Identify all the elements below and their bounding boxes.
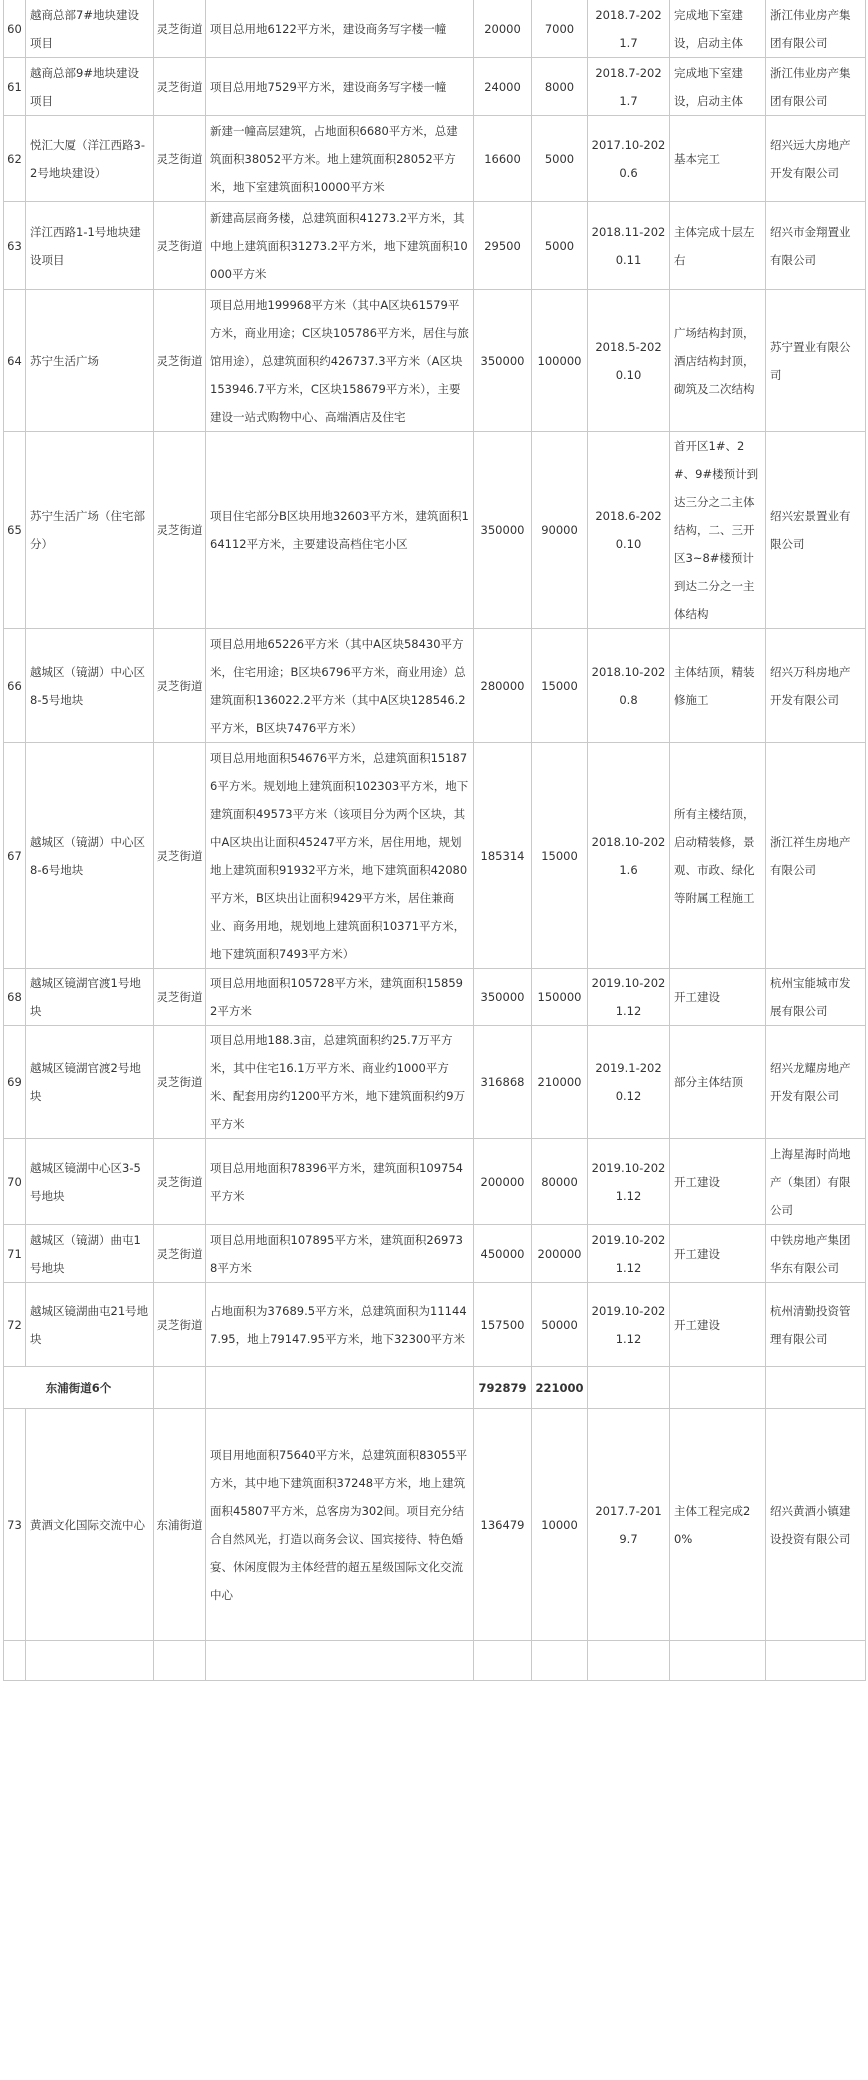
street-name: 灵芝街道 — [154, 969, 206, 1026]
construction-period: 2018.11-2020.11 — [588, 202, 670, 290]
progress-target: 主体完成十层左右 — [670, 202, 766, 290]
row-number: 70 — [4, 1139, 26, 1225]
table-row — [4, 0, 866, 58]
row-number: 64 — [4, 290, 26, 432]
row-number: 69 — [4, 1026, 26, 1139]
owner-company: 绍兴龙耀房地产开发有限公司 — [766, 1026, 866, 1139]
project-name: 越城区镜湖曲屯21号地块 — [26, 1283, 154, 1367]
project-content: 项目总用地7529平方米，建设商务写字楼一幢 — [206, 58, 474, 116]
table-row — [4, 1225, 866, 1283]
project-name: 越城区镜湖中心区3-5号地块 — [26, 1139, 154, 1225]
total-investment: 200000 — [474, 1139, 532, 1225]
row-number: 65 — [4, 432, 26, 629]
project-content — [206, 1367, 474, 1409]
project-content: 项目用地面积75640平方米，总建筑面积83055平方米，其中地下建筑面积37248平方米，地上建筑面积45807平方米，总客房为302间。项目充分结合自然风光，打造以商务会议、国宾接待、特色婚宴、休闲度假为主体经营的超五星级国际文化交流中心 — [206, 1409, 474, 1641]
construction-period: 2018.7-2021.7 — [588, 58, 670, 116]
construction-period: 2019.10-2021.12 — [588, 969, 670, 1026]
empty-cell — [26, 1641, 154, 1681]
annual-investment: 5000 — [532, 202, 588, 290]
progress-target: 开工建设 — [670, 1283, 766, 1367]
street-name: 灵芝街道 — [154, 58, 206, 116]
annual-investment: 221000 — [532, 1367, 588, 1409]
table-row — [4, 432, 866, 629]
subtotal-label: 东浦街道6个 — [4, 1367, 154, 1409]
construction-period: 2019.1-2020.12 — [588, 1026, 670, 1139]
annual-investment: 200000 — [532, 1225, 588, 1283]
table-row — [4, 202, 866, 290]
project-name: 越城区（镜湖）中心区8-6号地块 — [26, 743, 154, 969]
total-investment: 16600 — [474, 116, 532, 202]
project-content: 项目总用地6122平方米，建设商务写字楼一幢 — [206, 0, 474, 58]
construction-period: 2018.6-2020.10 — [588, 432, 670, 629]
street-name: 灵芝街道 — [154, 629, 206, 743]
owner-company: 绍兴宏景置业有限公司 — [766, 432, 866, 629]
table-row — [4, 629, 866, 743]
project-name: 越城区（镜湖）中心区8-5号地块 — [26, 629, 154, 743]
progress-target: 主体工程完成20% — [670, 1409, 766, 1641]
progress-target: 开工建设 — [670, 1139, 766, 1225]
annual-investment: 150000 — [532, 969, 588, 1026]
owner-company: 浙江伟业房产集团有限公司 — [766, 58, 866, 116]
table-row — [4, 1409, 866, 1641]
progress-target: 广场结构封顶，酒店结构封顶，砌筑及二次结构 — [670, 290, 766, 432]
project-name: 苏宁生活广场（住宅部分） — [26, 432, 154, 629]
table-row — [4, 1139, 866, 1225]
total-investment: 280000 — [474, 629, 532, 743]
row-number: 62 — [4, 116, 26, 202]
construction-period: 2019.10-2021.12 — [588, 1139, 670, 1225]
street-name: 灵芝街道 — [154, 1139, 206, 1225]
table-row — [4, 1641, 866, 1681]
owner-company: 浙江伟业房产集团有限公司 — [766, 0, 866, 58]
street-name: 灵芝街道 — [154, 1225, 206, 1283]
table-row — [4, 290, 866, 432]
row-number: 61 — [4, 58, 26, 116]
total-investment: 24000 — [474, 58, 532, 116]
owner-company: 浙江祥生房地产有限公司 — [766, 743, 866, 969]
row-number: 67 — [4, 743, 26, 969]
total-investment: 450000 — [474, 1225, 532, 1283]
total-investment: 350000 — [474, 969, 532, 1026]
construction-period: 2018.5-2020.10 — [588, 290, 670, 432]
table-row — [4, 1283, 866, 1367]
street-name: 灵芝街道 — [154, 743, 206, 969]
construction-period — [588, 1367, 670, 1409]
annual-investment: 15000 — [532, 743, 588, 969]
owner-company: 苏宁置业有限公司 — [766, 290, 866, 432]
total-investment: 350000 — [474, 290, 532, 432]
row-number: 68 — [4, 969, 26, 1026]
street-name: 东浦街道 — [154, 1409, 206, 1641]
project-content: 占地面积为37689.5平方米，总建筑面积为111447.95，地上79147.95平方米，地下32300平方米 — [206, 1283, 474, 1367]
street-name — [154, 1367, 206, 1409]
project-content: 新建一幢高层建筑，占地面积6680平方米，总建筑面积38052平方米。地上建筑面积28052平方米，地下室建筑面积10000平方米 — [206, 116, 474, 202]
owner-company: 绍兴市金翔置业有限公司 — [766, 202, 866, 290]
table-row — [4, 743, 866, 969]
progress-target: 部分主体结顶 — [670, 1026, 766, 1139]
annual-investment: 210000 — [532, 1026, 588, 1139]
empty-cell — [670, 1641, 766, 1681]
owner-company: 上海星海时尚地产（集团）有限公司 — [766, 1139, 866, 1225]
annual-investment: 50000 — [532, 1283, 588, 1367]
annual-investment: 90000 — [532, 432, 588, 629]
empty-cell — [4, 1641, 26, 1681]
total-investment: 316868 — [474, 1026, 532, 1139]
street-name: 灵芝街道 — [154, 116, 206, 202]
table-row — [4, 969, 866, 1026]
row-number: 60 — [4, 0, 26, 58]
total-investment: 136479 — [474, 1409, 532, 1641]
total-investment: 29500 — [474, 202, 532, 290]
owner-company: 杭州清勤投资管理有限公司 — [766, 1283, 866, 1367]
total-investment: 20000 — [474, 0, 532, 58]
construction-period: 2019.10-2021.12 — [588, 1225, 670, 1283]
annual-investment: 10000 — [532, 1409, 588, 1641]
owner-company: 中铁房地产集团华东有限公司 — [766, 1225, 866, 1283]
annual-investment: 8000 — [532, 58, 588, 116]
table-row — [4, 116, 866, 202]
progress-target: 开工建设 — [670, 1225, 766, 1283]
project-name: 越城区镜湖官渡1号地块 — [26, 969, 154, 1026]
annual-investment: 15000 — [532, 629, 588, 743]
street-name: 灵芝街道 — [154, 202, 206, 290]
total-investment: 792879 — [474, 1367, 532, 1409]
construction-period: 2018.10-2021.6 — [588, 743, 670, 969]
empty-cell — [474, 1641, 532, 1681]
construction-period: 2017.7-2019.7 — [588, 1409, 670, 1641]
annual-investment: 100000 — [532, 290, 588, 432]
table-row — [4, 1026, 866, 1139]
project-name: 苏宁生活广场 — [26, 290, 154, 432]
construction-period: 2018.10-2020.8 — [588, 629, 670, 743]
project-table — [3, 0, 866, 1681]
progress-target: 完成地下室建设，启动主体 — [670, 0, 766, 58]
project-name: 黄酒文化国际交流中心 — [26, 1409, 154, 1641]
empty-cell — [532, 1641, 588, 1681]
progress-target: 基本完工 — [670, 116, 766, 202]
project-content: 新建高层商务楼，总建筑面积41273.2平方米，其中地上建筑面积31273.2平方米，地下建筑面积10000平方米 — [206, 202, 474, 290]
table-row — [4, 58, 866, 116]
street-name: 灵芝街道 — [154, 0, 206, 58]
row-number: 73 — [4, 1409, 26, 1641]
owner-company: 绍兴远大房地产开发有限公司 — [766, 116, 866, 202]
row-number: 63 — [4, 202, 26, 290]
street-name: 灵芝街道 — [154, 432, 206, 629]
row-number: 66 — [4, 629, 26, 743]
owner-company — [766, 1367, 866, 1409]
annual-investment: 80000 — [532, 1139, 588, 1225]
empty-cell — [206, 1641, 474, 1681]
project-name: 越城区镜湖官渡2号地块 — [26, 1026, 154, 1139]
project-name: 洋江西路1-1号地块建设项目 — [26, 202, 154, 290]
project-content: 项目总用地面积105728平方米，建筑面积158592平方米 — [206, 969, 474, 1026]
empty-cell — [588, 1641, 670, 1681]
project-content: 项目住宅部分B区块用地32603平方米，建筑面积164112平方米，主要建设高档住宅小区 — [206, 432, 474, 629]
progress-target: 所有主楼结顶，启动精装修，景观、市政、绿化等附属工程施工 — [670, 743, 766, 969]
total-investment: 350000 — [474, 432, 532, 629]
progress-target: 完成地下室建设，启动主体 — [670, 58, 766, 116]
row-number: 71 — [4, 1225, 26, 1283]
owner-company: 绍兴黄酒小镇建设投资有限公司 — [766, 1409, 866, 1641]
empty-cell — [154, 1641, 206, 1681]
row-number: 72 — [4, 1283, 26, 1367]
progress-target: 首开区1#、2#、9#楼预计到达三分之二主体结构，二、三开区3~8#楼预计到达二分之一主体结构 — [670, 432, 766, 629]
project-content: 项目总用地面积107895平方米，建筑面积269738平方米 — [206, 1225, 474, 1283]
project-content: 项目总用地199968平方米（其中A区块61579平方米，商业用途；C区块105786平方米，居住与旅馆用途），总建筑面积约426737.3平方米（A区块153946.7平方米，C区块158679平方米），主要建设一站式购物中心、高端酒店及住宅 — [206, 290, 474, 432]
progress-target: 开工建设 — [670, 969, 766, 1026]
empty-cell — [766, 1641, 866, 1681]
owner-company: 绍兴万科房地产开发有限公司 — [766, 629, 866, 743]
street-name: 灵芝街道 — [154, 1026, 206, 1139]
project-content: 项目总用地面积54676平方米，总建筑面积151876平方米。规划地上建筑面积102303平方米，地下建筑面积49573平方米（该项目分为两个区块，其中A区块出让面积45247平方米，居住用地，规划地上建筑面积91932平方米，地下建筑面积42080平方米，B区块出让面积9429平方米，居住兼商业、商务用地，规划地上建筑面积10371平方米，地下建筑面积7493平方米） — [206, 743, 474, 969]
owner-company: 杭州宝能城市发展有限公司 — [766, 969, 866, 1026]
construction-period: 2017.10-2020.6 — [588, 116, 670, 202]
annual-investment: 7000 — [532, 0, 588, 58]
project-content: 项目总用地65226平方米（其中A区块58430平方米，住宅用途；B区块6796平方米，商业用途）总建筑面积136022.2平方米（其中A区块128546.2平方米，B区块7476平方米） — [206, 629, 474, 743]
street-name: 灵芝街道 — [154, 1283, 206, 1367]
project-name: 悦汇大厦（洋江西路3-2号地块建设） — [26, 116, 154, 202]
construction-period: 2019.10-2021.12 — [588, 1283, 670, 1367]
project-name: 越商总部7#地块建设项目 — [26, 0, 154, 58]
total-investment: 185314 — [474, 743, 532, 969]
project-content: 项目总用地188.3亩，总建筑面积约25.7万平方米，其中住宅16.1万平方米、商业约1000平方米、配套用房约1200平方米，地下建筑面积约9万平方米 — [206, 1026, 474, 1139]
annual-investment: 5000 — [532, 116, 588, 202]
progress-target: 主体结顶，精装修施工 — [670, 629, 766, 743]
project-name: 越商总部9#地块建设项目 — [26, 58, 154, 116]
street-name: 灵芝街道 — [154, 290, 206, 432]
construction-period: 2018.7-2021.7 — [588, 0, 670, 58]
project-content: 项目总用地面积78396平方米，建筑面积109754平方米 — [206, 1139, 474, 1225]
total-investment: 157500 — [474, 1283, 532, 1367]
project-name: 越城区（镜湖）曲屯1号地块 — [26, 1225, 154, 1283]
subtotal-row — [4, 1367, 866, 1409]
progress-target — [670, 1367, 766, 1409]
